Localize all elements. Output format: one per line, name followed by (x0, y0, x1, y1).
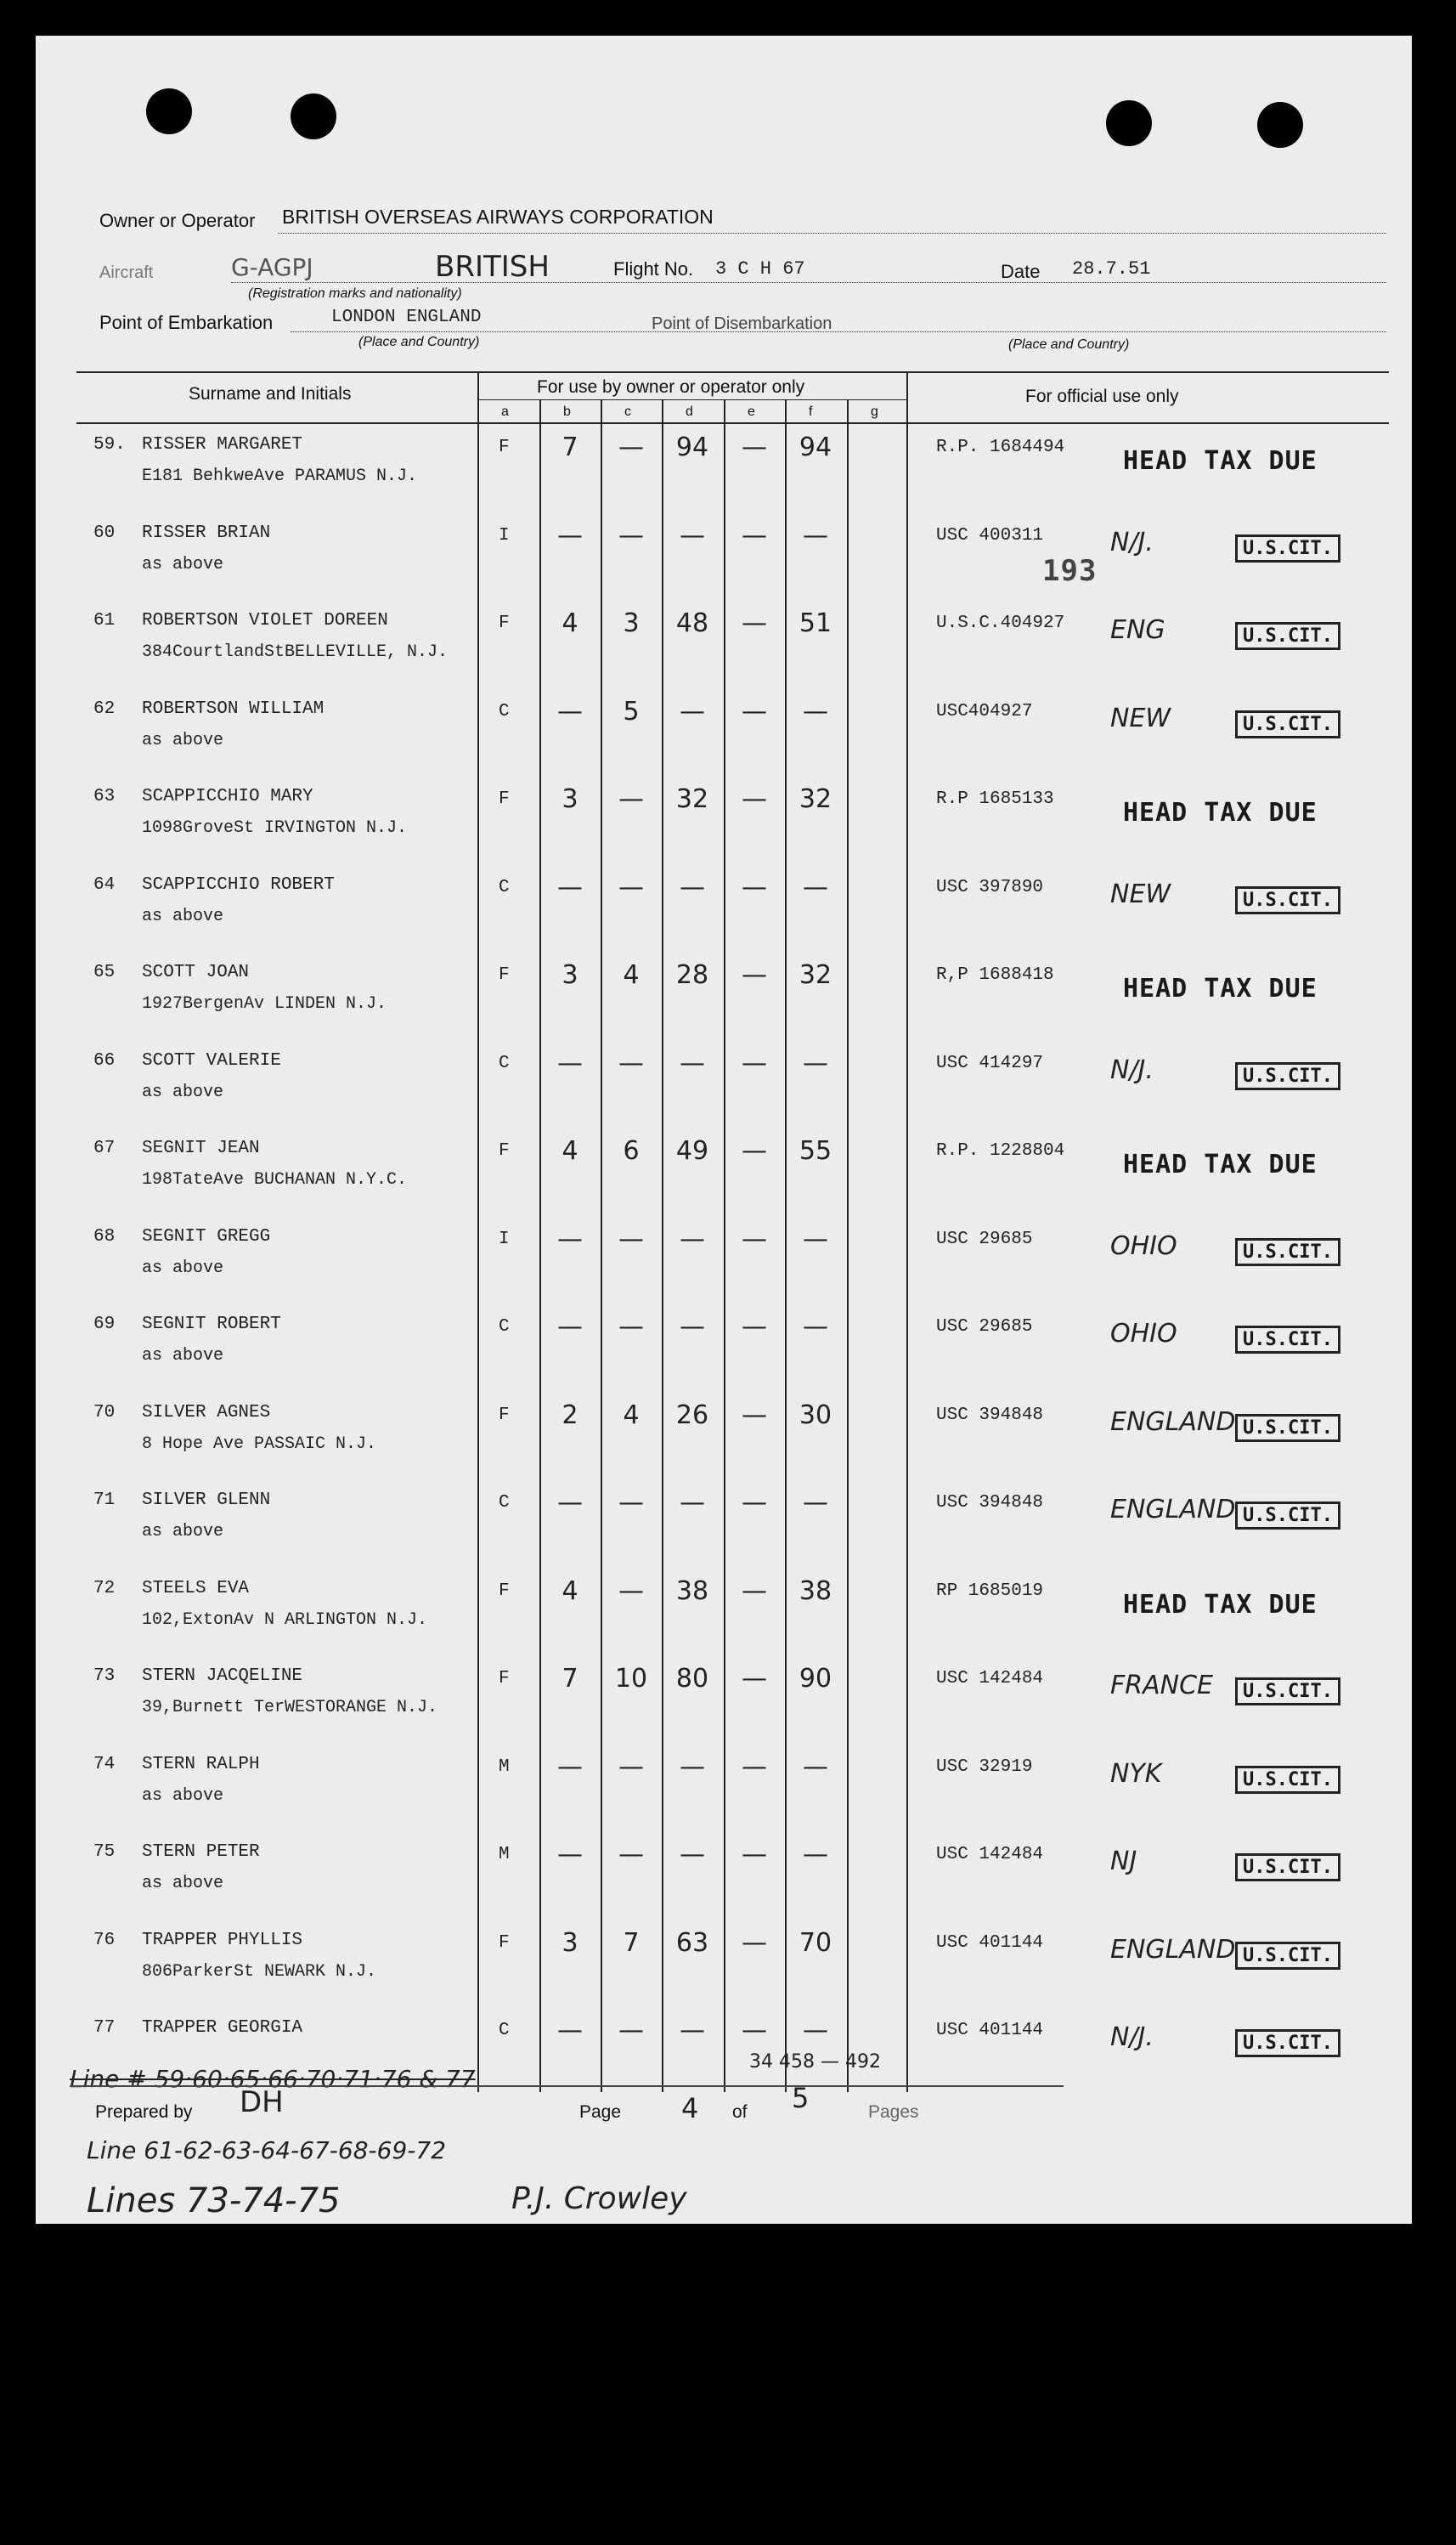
code-a: F (499, 1581, 510, 1601)
code-a: C (499, 878, 510, 897)
value-b: — (557, 697, 583, 727)
value-f: 55 (799, 1136, 832, 1166)
value-e: — (742, 521, 767, 551)
value-e: — (742, 2016, 767, 2045)
owner-label: Owner or Operator (99, 210, 256, 231)
page-value: 4 (681, 2092, 699, 2124)
value-b: — (557, 1488, 583, 1518)
disembark-label: Point of Disembarkation (652, 314, 832, 333)
value-f: — (803, 1224, 828, 1254)
handwritten-note: N/J. (1110, 528, 1154, 557)
sub-header-d: d (686, 404, 693, 419)
value-c: — (618, 1752, 644, 1782)
aircraft-label: Aircraft (99, 263, 154, 282)
official-column-rule (906, 371, 908, 2092)
value-f: — (803, 1840, 828, 1869)
passenger-name: TRAPPER GEORGIA (142, 2018, 303, 2038)
head-tax-stamp: HEAD TAX DUE (1123, 1590, 1318, 1620)
value-d: 94 (675, 433, 709, 462)
us-cit-stamp: U.S.CIT. (1235, 710, 1340, 738)
us-cit-stamp: U.S.CIT. (1235, 1326, 1340, 1354)
value-d: 80 (675, 1664, 709, 1694)
passenger-address: as above (142, 1346, 224, 1366)
value-e: — (742, 1664, 767, 1694)
code-a: C (499, 702, 510, 721)
value-d: — (680, 521, 705, 551)
official-number: RP 1685019 (936, 1581, 1044, 1601)
passenger-name: SCAPPICCHIO ROBERT (142, 875, 335, 895)
passenger-name: SEGNIT ROBERT (142, 1315, 281, 1334)
value-e: — (742, 697, 767, 727)
value-b: 4 (562, 1136, 578, 1166)
passenger-name: SCOTT JOAN (142, 963, 250, 982)
value-d: — (680, 697, 705, 727)
value-f: — (803, 521, 828, 551)
passenger-name: ROBERTSON WILLIAM (142, 699, 324, 719)
value-f: 30 (799, 1400, 832, 1430)
disembark-caption: (Place and Country) (1008, 337, 1130, 352)
value-e: — (742, 1400, 767, 1430)
handwritten-note: NEW (1110, 704, 1171, 733)
sub-header-e: e (748, 404, 755, 419)
row-number: 59. (93, 435, 126, 455)
value-b: — (557, 1049, 583, 1078)
value-c: — (618, 1049, 644, 1078)
value-f: 32 (799, 784, 832, 814)
row-number: 63 (93, 787, 116, 806)
us-cit-stamp: U.S.CIT. (1235, 534, 1340, 563)
value-f: — (803, 1312, 828, 1342)
value-b: 7 (562, 433, 578, 462)
passenger-name: SEGNIT JEAN (142, 1139, 260, 1158)
value-d: 26 (675, 1400, 709, 1430)
row-number: 74 (93, 1755, 116, 1774)
passenger-address: as above (142, 1522, 224, 1541)
note-signature: P.J. Crowley (511, 2181, 687, 2216)
value-e: — (742, 1488, 767, 1518)
column-rule (601, 399, 602, 2092)
value-c: — (618, 784, 644, 814)
value-c: 5 (623, 697, 640, 727)
code-a: M (499, 1845, 510, 1864)
us-cit-stamp: U.S.CIT. (1235, 886, 1340, 914)
sub-header-c: c (624, 404, 631, 419)
row-number: 67 (93, 1139, 116, 1158)
code-a: F (499, 438, 510, 457)
passenger-name: TRAPPER PHYLLIS (142, 1931, 303, 1950)
passenger-address: as above (142, 555, 224, 574)
passenger-name: ROBERTSON VIOLET DOREEN (142, 611, 388, 631)
official-number: USC 394848 (936, 1493, 1044, 1513)
official-number: R,P 1688418 (936, 965, 1054, 985)
value-d: — (680, 873, 705, 902)
value-b: 3 (562, 1928, 578, 1958)
passenger-address: 8 Hope Ave PASSAIC N.J. (142, 1434, 377, 1454)
totals-line: Line # 59·60·65·66·70·71·76 & 77 (70, 2065, 476, 2093)
passenger-address: 806ParkerSt NEWARK N.J. (142, 1962, 377, 1982)
value-d: 28 (675, 960, 709, 990)
value-f: 90 (799, 1664, 832, 1694)
column-rule (539, 399, 541, 2092)
row-number: 75 (93, 1842, 116, 1862)
official-number: USC404927 (936, 702, 1033, 721)
code-a: F (499, 1669, 510, 1688)
value-b: 4 (562, 1576, 578, 1606)
value-b: 4 (562, 608, 578, 638)
handwritten-note: ENG (1110, 615, 1165, 645)
handwritten-note: NYK (1110, 1759, 1162, 1789)
row-number: 60 (93, 523, 116, 543)
date-label: Date (1001, 261, 1041, 282)
handwritten-note: OHIO (1110, 1231, 1177, 1261)
handwritten-note: NEW (1110, 879, 1171, 909)
punch-hole (146, 88, 192, 134)
value-c: 7 (623, 1928, 640, 1958)
date-value: 28.7.51 (1072, 258, 1151, 280)
value-b: 3 (562, 960, 578, 990)
sub-header-f: f (809, 404, 813, 419)
passenger-name: RISSER BRIAN (142, 523, 271, 543)
passenger-name: RISSER MARGARET (142, 435, 303, 455)
official-number: USC 394848 (936, 1405, 1044, 1425)
row-number: 69 (93, 1315, 116, 1334)
value-c: 6 (623, 1136, 640, 1166)
value-b: 7 (562, 1664, 578, 1694)
passenger-name: SEGNIT GREGG (142, 1227, 271, 1247)
value-f: — (803, 873, 828, 902)
manifest-page (36, 36, 1412, 2224)
prepared-label: Prepared by (95, 2102, 193, 2122)
code-a: F (499, 965, 510, 985)
value-d: — (680, 1312, 705, 1342)
passenger-name: STERN JACQELINE (142, 1666, 303, 1686)
value-f: — (803, 1488, 828, 1518)
sub-header-g: g (871, 404, 878, 419)
passenger-name: SILVER GLENN (142, 1490, 271, 1510)
column-rule (724, 399, 725, 2092)
value-e: — (742, 873, 767, 902)
handwritten-note: ENGLAND (1110, 1495, 1236, 1524)
embark-value: LONDON ENGLAND (331, 308, 482, 327)
code-a: I (499, 526, 510, 546)
row-number: 70 (93, 1403, 116, 1422)
embark-caption: (Place and Country) (358, 335, 480, 349)
value-d: 63 (675, 1928, 709, 1958)
official-header: For official use only (1025, 387, 1179, 406)
value-d: — (680, 1049, 705, 1078)
code-a: F (499, 614, 510, 633)
of-label: of (732, 2102, 748, 2122)
value-b: — (557, 2016, 583, 2045)
code-a: C (499, 1493, 510, 1513)
passenger-name: SCOTT VALERIE (142, 1051, 281, 1071)
us-cit-stamp: U.S.CIT. (1235, 2029, 1340, 2057)
passenger-address: as above (142, 1874, 224, 1893)
passenger-address: 102,ExtonAv N ARLINGTON N.J. (142, 1610, 428, 1630)
column-rule (662, 399, 663, 2092)
official-number: USC 29685 (936, 1317, 1033, 1337)
head-tax-stamp: HEAD TAX DUE (1123, 798, 1318, 828)
handwritten-note: ENGLAND (1110, 1407, 1236, 1437)
value-b: — (557, 1224, 583, 1254)
official-number: USC 29685 (936, 1230, 1033, 1249)
row-number: 71 (93, 1490, 116, 1510)
value-e: — (742, 1224, 767, 1254)
value-e: — (742, 1312, 767, 1342)
value-c: 3 (623, 608, 640, 638)
row-number: 61 (93, 611, 116, 631)
official-number: R.P 1685133 (936, 789, 1054, 809)
passenger-address: 198TateAve BUCHANAN N.Y.C. (142, 1170, 408, 1190)
column-rule (477, 371, 479, 2092)
flight-label: Flight No. (613, 258, 694, 280)
embark-label: Point of Embarkation (99, 312, 274, 333)
value-f: — (803, 1752, 828, 1782)
value-f: 38 (799, 1576, 832, 1606)
us-cit-stamp: U.S.CIT. (1235, 1062, 1340, 1090)
value-e: — (742, 433, 767, 462)
punch-hole (291, 93, 336, 139)
value-c: — (618, 1224, 644, 1254)
official-number: USC 401144 (936, 1933, 1044, 1953)
passenger-address: 1098GroveSt IRVINGTON N.J. (142, 818, 408, 838)
passenger-address: 1927BergenAv LINDEN N.J. (142, 994, 387, 1014)
passenger-name: SILVER AGNES (142, 1403, 271, 1422)
value-c: — (618, 1576, 644, 1606)
value-e: — (742, 1136, 767, 1166)
passenger-address: as above (142, 1258, 224, 1278)
column-rule (847, 399, 849, 2092)
us-cit-stamp: U.S.CIT. (1235, 1238, 1340, 1266)
value-c: — (618, 1312, 644, 1342)
of-value: 5 (792, 2082, 810, 2114)
us-cit-stamp: U.S.CIT. (1235, 1414, 1340, 1442)
passenger-address: as above (142, 1083, 224, 1102)
value-c: — (618, 2016, 644, 2045)
row-number: 66 (93, 1051, 116, 1071)
passenger-name: STEELS EVA (142, 1579, 250, 1598)
operator-header: For use by owner or operator only (537, 377, 805, 397)
official-number: USC 142484 (936, 1845, 1044, 1864)
official-number: USC 142484 (936, 1669, 1044, 1688)
value-f: 70 (799, 1928, 832, 1958)
row-number: 68 (93, 1227, 116, 1247)
official-number: USC 32919 (936, 1757, 1033, 1777)
code-a: F (499, 1141, 510, 1161)
value-e: — (742, 784, 767, 814)
sub-header-a: a (501, 404, 509, 419)
official-number: USC 397890 (936, 878, 1044, 897)
us-cit-stamp: U.S.CIT. (1235, 1942, 1340, 1970)
value-c: — (618, 873, 644, 902)
value-b: — (557, 1840, 583, 1869)
value-d: — (680, 2016, 705, 2045)
value-f: 51 (799, 608, 832, 638)
row-number: 77 (93, 2018, 116, 2038)
totals-value: 34 458 — 492 (749, 2051, 881, 2073)
value-d: — (680, 1840, 705, 1869)
registration-value: G-AGPJ (231, 253, 313, 281)
pages-label: Pages (868, 2102, 919, 2122)
head-tax-stamp: HEAD TAX DUE (1123, 446, 1318, 476)
value-c: 4 (623, 960, 640, 990)
value-e: — (742, 1840, 767, 1869)
code-a: I (499, 1230, 510, 1249)
passenger-address: as above (142, 1786, 224, 1806)
value-e: — (742, 608, 767, 638)
handwritten-note: ENGLAND (1110, 1935, 1236, 1965)
row-number: 73 (93, 1666, 116, 1686)
value-c: 4 (623, 1400, 640, 1430)
column-rule (785, 399, 787, 2092)
punch-hole (1257, 102, 1303, 148)
value-c: — (618, 1488, 644, 1518)
handwritten-note: OHIO (1110, 1319, 1177, 1349)
handwritten-note: N/J. (1110, 2022, 1154, 2052)
surname-header: Surname and Initials (189, 384, 352, 404)
prepared-initials: DH (240, 2085, 284, 2119)
passenger-address: E181 BehkweAve PARAMUS N.J. (142, 467, 418, 486)
value-f: 32 (799, 960, 832, 990)
value-f: — (803, 2016, 828, 2045)
row-number: 65 (93, 963, 116, 982)
us-cit-stamp: U.S.CIT. (1235, 622, 1340, 650)
handwritten-note: N/J. (1110, 1055, 1154, 1085)
value-f: — (803, 697, 828, 727)
code-a: C (499, 2021, 510, 2040)
code-a: F (499, 789, 510, 809)
official-number: U.S.C.404927 (936, 614, 1065, 633)
note-line-1: Line 61-62-63-64-67-68-69-72 (87, 2136, 447, 2164)
us-cit-stamp: U.S.CIT. (1235, 1677, 1340, 1705)
value-d: — (680, 1752, 705, 1782)
punch-hole (1106, 100, 1152, 146)
value-f: 94 (799, 433, 832, 462)
flight-value: 3 C H 67 (715, 258, 805, 280)
head-tax-stamp: HEAD TAX DUE (1123, 1150, 1318, 1179)
owner-value: BRITISH OVERSEAS AIRWAYS CORPORATION (282, 206, 714, 228)
passenger-address: 384CourtlandStBELLEVILLE, N.J. (142, 642, 449, 662)
value-b: — (557, 521, 583, 551)
value-b: — (557, 1752, 583, 1782)
value-b: — (557, 1312, 583, 1342)
value-e: — (742, 1576, 767, 1606)
value-d: — (680, 1488, 705, 1518)
stamp-number: 193 (1042, 554, 1098, 588)
value-d: — (680, 1224, 705, 1254)
code-a: F (499, 1933, 510, 1953)
head-tax-stamp: HEAD TAX DUE (1123, 974, 1318, 1004)
value-e: — (742, 1049, 767, 1078)
value-e: — (742, 960, 767, 990)
us-cit-stamp: U.S.CIT. (1235, 1502, 1340, 1530)
value-b: 3 (562, 784, 578, 814)
value-d: 38 (675, 1576, 709, 1606)
value-d: 49 (675, 1136, 709, 1166)
passenger-name: SCAPPICCHIO MARY (142, 787, 313, 806)
official-number: R.P. 1684494 (936, 438, 1065, 457)
handwritten-note: FRANCE (1110, 1671, 1213, 1700)
row-number: 64 (93, 875, 116, 895)
us-cit-stamp: U.S.CIT. (1235, 1766, 1340, 1794)
passenger-address: as above (142, 907, 224, 926)
row-number: 72 (93, 1579, 116, 1598)
handwritten-note: NJ (1110, 1847, 1137, 1876)
official-number: USC 401144 (936, 2021, 1044, 2040)
value-c: — (618, 521, 644, 551)
official-number: R.P. 1228804 (936, 1141, 1065, 1161)
code-a: F (499, 1405, 510, 1425)
nationality-value: BRITISH (435, 250, 550, 284)
value-e: — (742, 1928, 767, 1958)
page-label: Page (579, 2102, 622, 2122)
value-d: 48 (675, 608, 709, 638)
passenger-address: as above (142, 731, 224, 750)
value-c: — (618, 433, 644, 462)
code-a: C (499, 1317, 510, 1337)
value-c: — (618, 1840, 644, 1869)
official-number: USC 414297 (936, 1054, 1044, 1073)
row-number: 76 (93, 1931, 116, 1950)
official-number: USC 400311 (936, 526, 1044, 546)
value-e: — (742, 1752, 767, 1782)
registration-caption: (Registration marks and nationality) (248, 286, 462, 301)
note-line-2: Lines 73-74-75 (87, 2181, 341, 2220)
value-c: 10 (614, 1664, 648, 1694)
value-b: — (557, 873, 583, 902)
passenger-name: STERN RALPH (142, 1755, 260, 1774)
code-a: M (499, 1757, 510, 1777)
row-number: 62 (93, 699, 116, 719)
passenger-address: 39,Burnett TerWESTORANGE N.J. (142, 1698, 438, 1717)
value-f: — (803, 1049, 828, 1078)
us-cit-stamp: U.S.CIT. (1235, 1853, 1340, 1881)
sub-header-b: b (563, 404, 571, 419)
code-a: C (499, 1054, 510, 1073)
passenger-name: STERN PETER (142, 1842, 260, 1862)
value-b: 2 (562, 1400, 578, 1430)
value-d: 32 (675, 784, 709, 814)
